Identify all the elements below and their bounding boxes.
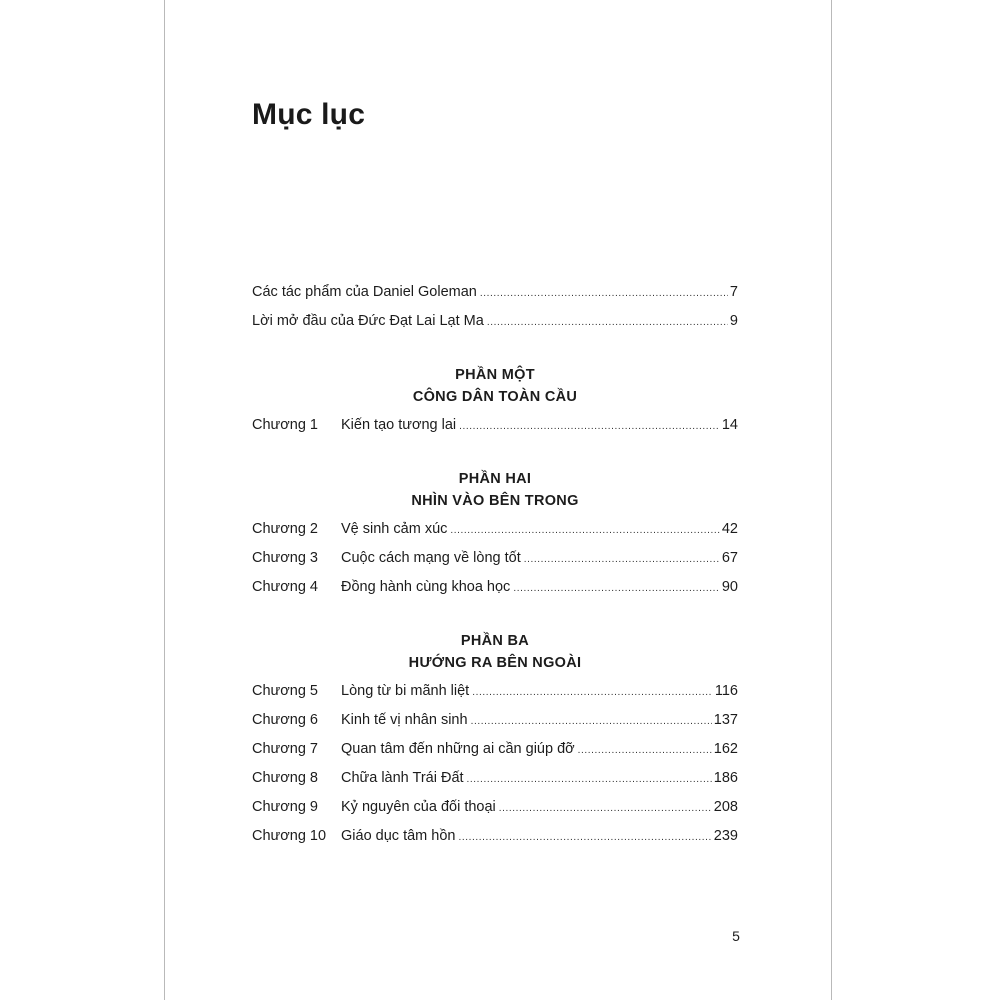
chapter-page: 67 xyxy=(721,550,738,566)
part-number: PHẦN HAI xyxy=(458,471,532,487)
part-three-heading xyxy=(252,630,738,674)
chapter-page: 137 xyxy=(713,712,738,728)
leader-dots xyxy=(487,312,728,334)
part-one-heading xyxy=(252,364,738,408)
part-number: PHẦN BA xyxy=(460,633,530,649)
leader-dots xyxy=(524,549,720,571)
chapter-title: Cuộc cách mạng về lòng tốt xyxy=(341,550,521,566)
chapter-number: Chương 7 xyxy=(252,741,318,757)
toc-chapter-4 xyxy=(252,576,738,598)
leader-dots xyxy=(450,520,719,542)
leader-dots xyxy=(458,827,711,849)
leader-dots xyxy=(578,740,712,762)
chapter-number: Chương 2 xyxy=(252,521,318,537)
chapter-number: Chương 8 xyxy=(252,770,318,786)
toc-chapter-5 xyxy=(252,680,738,702)
chapter-number: Chương 4 xyxy=(252,579,318,595)
chapter-title: Quan tâm đến những ai cần giúp đỡ xyxy=(341,741,575,757)
leader-dots xyxy=(467,769,712,791)
part-two-heading xyxy=(252,468,738,512)
chapter-title: Lòng từ bi mãnh liệt xyxy=(341,683,470,699)
toc-chapter-6 xyxy=(252,709,738,731)
chapter-title: Chữa lành Trái Đất xyxy=(341,770,464,786)
chapter-number: Chương 9 xyxy=(252,799,318,815)
toc-entry-works xyxy=(252,281,738,303)
chapter-title: Đồng hành cùng khoa học xyxy=(341,579,511,595)
part-title: HƯỚNG RA BÊN NGOÀI xyxy=(408,655,582,671)
page-number: 5 xyxy=(732,928,740,944)
toc-entry-label: Lời mở đầu của Đức Đạt Lai Lạt Ma xyxy=(252,313,484,329)
part-title: NHÌN VÀO BÊN TRONG xyxy=(411,493,579,509)
toc-chapter-10 xyxy=(252,825,738,847)
chapter-title: Giáo dục tâm hồn xyxy=(341,828,456,844)
chapter-page: 239 xyxy=(713,828,738,844)
chapter-number: Chương 1 xyxy=(252,417,318,433)
toc-chapter-7 xyxy=(252,738,738,760)
toc-chapter-9 xyxy=(252,796,738,818)
chapter-page: 116 xyxy=(714,683,738,699)
leader-dots xyxy=(513,578,720,600)
chapter-page: 14 xyxy=(721,417,738,433)
chapter-page: 42 xyxy=(721,521,738,537)
leader-dots xyxy=(472,682,713,704)
chapter-page: 162 xyxy=(713,741,738,757)
toc-chapter-3 xyxy=(252,547,738,569)
leader-dots xyxy=(459,416,720,438)
chapter-number: Chương 10 xyxy=(252,828,327,844)
part-number: PHẦN MỘT xyxy=(455,367,535,383)
toc-chapter-1 xyxy=(252,414,738,436)
chapter-page: 208 xyxy=(713,799,738,815)
toc-chapter-2 xyxy=(252,518,738,540)
chapter-page: 186 xyxy=(713,770,738,786)
toc-entry-foreword xyxy=(252,310,738,332)
toc-chapter-8 xyxy=(252,767,738,789)
chapter-title: Kinh tế vị nhân sinh xyxy=(341,712,468,728)
leader-dots xyxy=(499,798,712,820)
chapter-number: Chương 6 xyxy=(252,712,318,728)
chapter-number: Chương 3 xyxy=(252,550,318,566)
chapter-title: Vệ sinh cảm xúc xyxy=(341,521,448,537)
toc-entry-page: 7 xyxy=(729,284,738,300)
part-title: CÔNG DÂN TOÀN CẦU xyxy=(412,389,578,405)
chapter-title: Kiến tạo tương lai xyxy=(341,417,457,433)
toc-entry-label: Các tác phẩm của Daniel Goleman xyxy=(252,284,477,300)
leader-dots xyxy=(480,283,728,305)
toc-entry-page: 9 xyxy=(729,313,738,329)
chapter-number: Chương 5 xyxy=(252,683,318,699)
page-title: Mục lục xyxy=(252,98,366,131)
chapter-title: Kỷ nguyên của đối thoại xyxy=(341,799,496,815)
chapter-page: 90 xyxy=(721,579,738,595)
leader-dots xyxy=(471,711,712,733)
